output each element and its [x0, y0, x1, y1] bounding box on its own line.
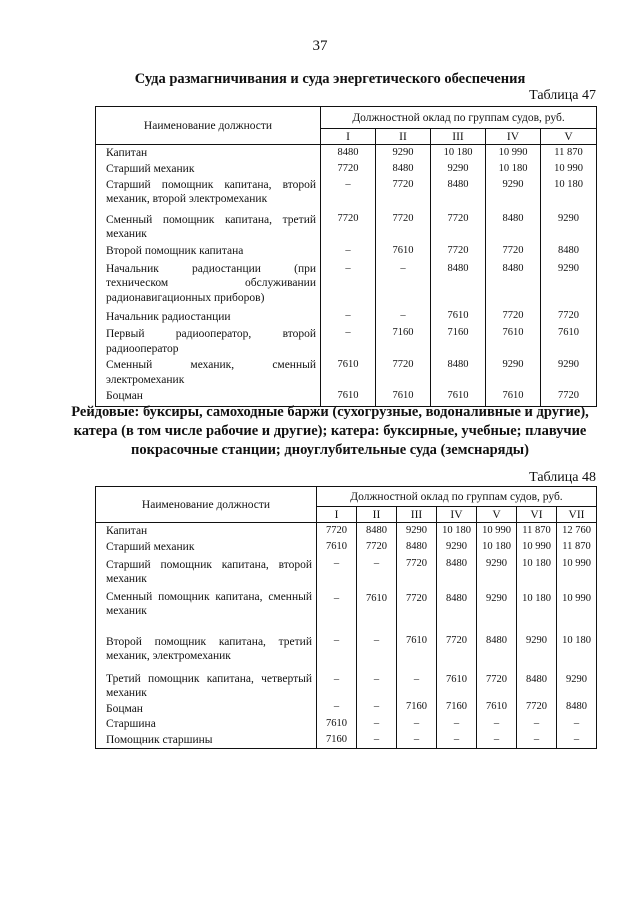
- page-number: 37: [312, 38, 328, 54]
- table-row: [96, 145, 597, 161]
- cell-value: 8480: [437, 555, 477, 588]
- table47-group-III: III: [431, 129, 486, 145]
- row-name: Боцман: [96, 388, 321, 406]
- row-name: Капитан: [96, 145, 321, 161]
- cell-value: 8480: [486, 209, 541, 243]
- cell-value: 10 180: [517, 588, 557, 632]
- table47-group-I: I: [321, 129, 376, 145]
- cell-value: 8480: [357, 523, 397, 539]
- cell-value: 10 180: [477, 539, 517, 555]
- cell-value: –: [376, 307, 431, 325]
- cell-value: 7720: [541, 307, 597, 325]
- cell-value: –: [357, 666, 397, 701]
- table48-group-V: V: [477, 507, 517, 523]
- table-row: [96, 588, 597, 632]
- cell-value: 10 990: [486, 145, 541, 161]
- cell-value: –: [477, 716, 517, 732]
- cell-value: 8480: [437, 588, 477, 632]
- cell-value: 8480: [541, 243, 597, 261]
- cell-value: 10 180: [541, 177, 597, 209]
- cell-value: 8480: [431, 356, 486, 388]
- cell-value: 11 870: [541, 145, 597, 161]
- table47-group-V: V: [541, 129, 597, 145]
- cell-value: –: [557, 716, 597, 732]
- cell-value: 8480: [477, 632, 517, 666]
- cell-value: –: [357, 555, 397, 588]
- cell-value: 7720: [431, 243, 486, 261]
- row-name: Начальник радиостанции: [96, 307, 321, 325]
- cell-value: –: [317, 555, 357, 588]
- cell-value: –: [517, 732, 557, 748]
- cell-value: 7160: [397, 701, 437, 717]
- cell-value: –: [317, 666, 357, 701]
- cell-value: 12 760: [557, 523, 597, 539]
- table-row: [96, 632, 597, 666]
- cell-value: –: [321, 324, 376, 356]
- cell-value: 9290: [431, 161, 486, 177]
- table47: [95, 106, 597, 407]
- cell-value: 10 990: [517, 539, 557, 555]
- cell-value: 7720: [397, 555, 437, 588]
- cell-value: –: [321, 243, 376, 261]
- cell-value: 7610: [486, 324, 541, 356]
- table48-group-III: III: [397, 507, 437, 523]
- cell-value: 8480: [517, 666, 557, 701]
- table48-group-I: I: [317, 507, 357, 523]
- table-row: [96, 161, 597, 177]
- cell-value: 7720: [486, 307, 541, 325]
- table-row: [96, 555, 597, 588]
- table-row: [96, 356, 597, 388]
- table47-group-II: II: [376, 129, 431, 145]
- cell-value: 7720: [317, 523, 357, 539]
- cell-value: –: [437, 716, 477, 732]
- cell-value: 8480: [557, 701, 597, 717]
- row-name: Третий помощник капитана, четвертый механик: [96, 666, 317, 701]
- cell-value: –: [357, 632, 397, 666]
- cell-value: 8480: [431, 177, 486, 209]
- cell-value: 10 180: [486, 161, 541, 177]
- cell-value: 7160: [431, 324, 486, 356]
- cell-value: –: [321, 261, 376, 307]
- table48-group-IV: IV: [437, 507, 477, 523]
- row-name: Второй помощник капитана, третий механик, электромеханик: [96, 632, 317, 666]
- cell-value: 7720: [397, 588, 437, 632]
- row-name: Капитан: [96, 523, 317, 539]
- table-row: [96, 523, 597, 539]
- cell-value: 10 180: [557, 632, 597, 666]
- cell-value: 8480: [376, 161, 431, 177]
- table-row: [96, 324, 597, 356]
- cell-value: –: [397, 732, 437, 748]
- cell-value: 7610: [321, 356, 376, 388]
- table-row: [96, 666, 597, 701]
- cell-value: 11 870: [557, 539, 597, 555]
- cell-value: 10 990: [541, 161, 597, 177]
- cell-value: 7610: [317, 539, 357, 555]
- cell-value: 9290: [541, 209, 597, 243]
- table48-group-II: II: [357, 507, 397, 523]
- cell-value: –: [557, 732, 597, 748]
- cell-value: –: [357, 716, 397, 732]
- cell-value: 7160: [437, 701, 477, 717]
- cell-value: 9290: [437, 539, 477, 555]
- cell-value: 9290: [486, 356, 541, 388]
- table-row: [96, 261, 597, 307]
- cell-value: 7720: [376, 177, 431, 209]
- cell-value: 7720: [321, 209, 376, 243]
- table48: [95, 486, 597, 749]
- cell-value: –: [437, 732, 477, 748]
- table47-col-name: Наименование должности: [96, 107, 321, 145]
- cell-value: 8480: [431, 261, 486, 307]
- row-name: Боцман: [96, 701, 317, 717]
- cell-value: 7720: [431, 209, 486, 243]
- table47-label: Таблица 47: [529, 88, 596, 103]
- cell-value: 10 990: [477, 523, 517, 539]
- row-name: Сменный помощник капитана, третий механик: [96, 209, 321, 243]
- cell-value: –: [357, 701, 397, 717]
- cell-value: 7720: [477, 666, 517, 701]
- cell-value: 9290: [477, 588, 517, 632]
- cell-value: –: [517, 716, 557, 732]
- row-name: Старший помощник капитана, второй механик, второй электромеханик: [96, 177, 321, 209]
- cell-value: 10 180: [517, 555, 557, 588]
- cell-value: 10 990: [557, 588, 597, 632]
- cell-value: 9290: [397, 523, 437, 539]
- table47-col-group: Должностной оклад по группам судов, руб.: [321, 107, 597, 129]
- cell-value: –: [397, 666, 437, 701]
- row-name: Старший помощник капитана, второй механик: [96, 555, 317, 588]
- cell-value: 7610: [477, 701, 517, 717]
- cell-value: 7720: [517, 701, 557, 717]
- row-name: Первый радиооператор, второй радиооператор: [96, 324, 321, 356]
- cell-value: 11 870: [517, 523, 557, 539]
- cell-value: 7720: [437, 632, 477, 666]
- cell-value: 7720: [376, 209, 431, 243]
- table-row: [96, 716, 597, 732]
- table-row: [96, 307, 597, 325]
- table-row: [96, 701, 597, 717]
- table47-heading: Суда размагничивания и суда энергетического обеспечения: [134, 71, 526, 87]
- cell-value: –: [317, 701, 357, 717]
- table48-heading: Рейдовые: буксиры, самоходные баржи (сухогрузные, водоналивные и другие), катера (в том числе рабочие и другие); катера: буксирные, учебные; плавучие покрасочные станции; дноуглубительные суда (земснаряды): [71, 404, 589, 458]
- table48-label: Таблица 48: [529, 470, 596, 485]
- cell-value: –: [357, 732, 397, 748]
- table48-col-name: Наименование должности: [96, 487, 317, 523]
- row-name: Помощник старшины: [96, 732, 317, 748]
- cell-value: 7720: [321, 161, 376, 177]
- cell-value: 10 180: [431, 145, 486, 161]
- cell-value: 9290: [541, 356, 597, 388]
- cell-value: 9290: [477, 555, 517, 588]
- row-name: Старший механик: [96, 539, 317, 555]
- cell-value: –: [376, 261, 431, 307]
- cell-value: –: [321, 307, 376, 325]
- cell-value: 7610: [321, 388, 376, 406]
- cell-value: –: [317, 588, 357, 632]
- row-name: Сменный механик, сменный электромеханик: [96, 356, 321, 388]
- cell-value: –: [477, 732, 517, 748]
- cell-value: 7720: [541, 388, 597, 406]
- cell-value: 7610: [431, 307, 486, 325]
- cell-value: 8480: [321, 145, 376, 161]
- table-row: [96, 539, 597, 555]
- cell-value: 7610: [376, 243, 431, 261]
- cell-value: 9290: [541, 261, 597, 307]
- cell-value: 10 990: [557, 555, 597, 588]
- cell-value: 7610: [357, 588, 397, 632]
- row-name: Второй помощник капитана: [96, 243, 321, 261]
- table48-col-group: Должностной оклад по группам судов, руб.: [317, 487, 597, 507]
- cell-value: 9290: [557, 666, 597, 701]
- cell-value: 7160: [376, 324, 431, 356]
- cell-value: 9290: [517, 632, 557, 666]
- table-row: [96, 177, 597, 209]
- cell-value: 7610: [317, 716, 357, 732]
- cell-value: 7610: [397, 632, 437, 666]
- cell-value: 8480: [486, 261, 541, 307]
- cell-value: 7720: [357, 539, 397, 555]
- table47-group-IV: IV: [486, 129, 541, 145]
- cell-value: –: [397, 716, 437, 732]
- table-row: [96, 209, 597, 243]
- table48-group-VI: VI: [517, 507, 557, 523]
- row-name: Начальник радиостанции (при техническом обслуживании радионавигационных приборов): [96, 261, 321, 307]
- cell-value: 9290: [486, 177, 541, 209]
- cell-value: 7720: [486, 243, 541, 261]
- row-name: Старшина: [96, 716, 317, 732]
- cell-value: 7720: [376, 356, 431, 388]
- cell-value: 8480: [397, 539, 437, 555]
- row-name: Старший механик: [96, 161, 321, 177]
- cell-value: 7610: [376, 388, 431, 406]
- row-name: Сменный помощник капитана, сменный механик: [96, 588, 317, 632]
- cell-value: 7610: [431, 388, 486, 406]
- cell-value: 7610: [437, 666, 477, 701]
- cell-value: 7610: [486, 388, 541, 406]
- cell-value: –: [317, 632, 357, 666]
- table-row: [96, 243, 597, 261]
- cell-value: 10 180: [437, 523, 477, 539]
- cell-value: 9290: [376, 145, 431, 161]
- cell-value: 7610: [541, 324, 597, 356]
- cell-value: 7160: [317, 732, 357, 748]
- table-row: [96, 732, 597, 748]
- table48-group-VII: VII: [557, 507, 597, 523]
- cell-value: –: [321, 177, 376, 209]
